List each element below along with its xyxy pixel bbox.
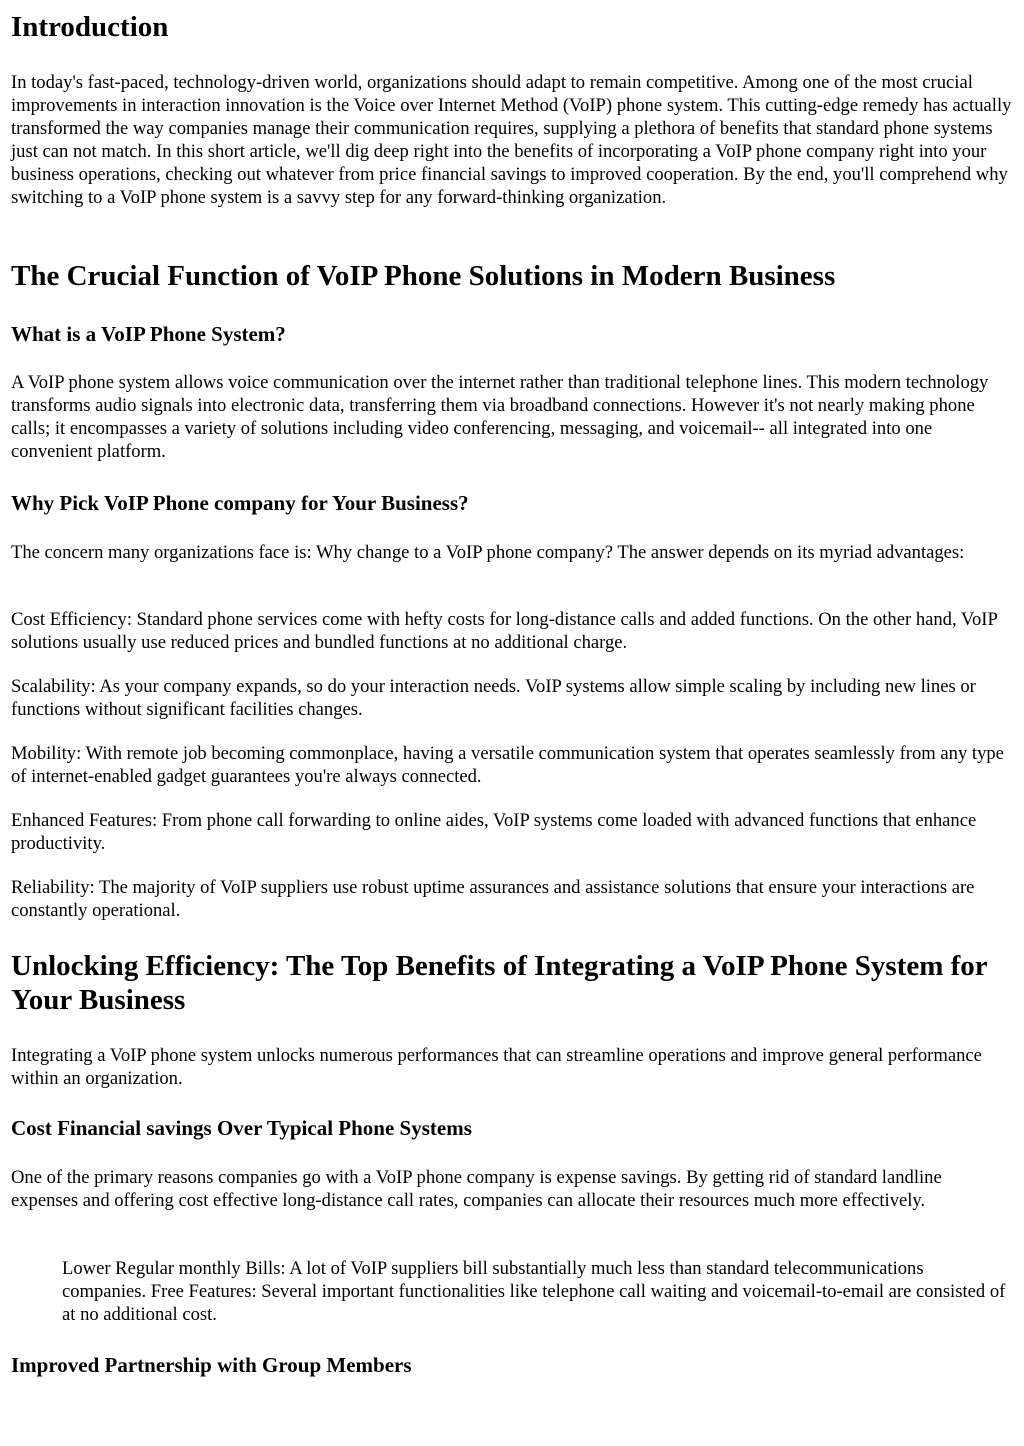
intro-paragraph: In today's fast-paced, technology-driven world, organizations should adapt to remain competitive. Among one of the most crucial improvements in interaction innovation is the Voice over Internet Method (VoIP) phone system. This cutting-edge remedy has actually transformed the way companies manage their communication requires, supplying a plethora of benefits that standard phone systems just can not match. In this short article, we'll dig deep right into the benefits of incorporating a VoIP phone company right into your business operations, checking out whatever from price financial savings to improved cooperation. By the end, you'll comprehend why switching to a VoIP phone system is a savvy step for any forward-thinking organization.: [11, 72, 1012, 208]
why-pick-paragraph: The concern many organizations face is: Why change to a VoIP phone company? The answer depends on its myriad advantages:: [11, 542, 965, 563]
improved-partnership-heading: Improved Partnership with Group Members: [11, 1353, 412, 1377]
mobility-paragraph: Mobility: With remote job becoming commonplace, having a versatile communication system that operates seamlessly from any type of internet-enabled gadget guarantees you're always connected.: [11, 743, 1004, 787]
reliability-paragraph: Reliability: The majority of VoIP suppliers use robust uptime assurances and assistance solutions that ensure your interactions are constantly operational.: [11, 877, 975, 921]
unlocking-efficiency-heading: Unlocking Efficiency: The Top Benefits of Integrating a VoIP Phone System for Your Business: [11, 950, 988, 1016]
what-is-voip-paragraph: A VoIP phone system allows voice communication over the internet rather than traditional telephone lines. This modern technology transforms audio signals into electronic data, transferring them via broadband connections. However it's not nearly making phone calls; it encompasses a variety of solutions including video conferencing, messaging, and voicemail-- all integrated into one convenient platform.: [11, 372, 989, 462]
crucial-function-heading: The Crucial Function of VoIP Phone Solutions in Modern Business: [11, 260, 836, 292]
cost-savings-paragraph: One of the primary reasons companies go with a VoIP phone company is expense savings. By getting rid of standard landline expenses and offering cost effective long-distance call rates, companies can allocate their resources much more effectively.: [11, 1167, 942, 1211]
cost-savings-heading: Cost Financial savings Over Typical Phone Systems: [11, 1116, 472, 1140]
lower-bills-blockquote: Lower Regular monthly Bills: A lot of VoIP suppliers bill substantially much less than standard telecommunications companies. Free Features: Several important functionalities like telephone call waiting and voicemail-to-email are consisted of at no additional cost.: [62, 1258, 1006, 1325]
scalability-paragraph: Scalability: As your company expands, so do your interaction needs. VoIP systems allow simple scaling by including new lines or functions without significant facilities changes.: [11, 676, 976, 720]
enhanced-features-paragraph: Enhanced Features: From phone call forwarding to online aides, VoIP systems come loaded with advanced functions that enhance productivity.: [11, 810, 977, 854]
intro-heading: Introduction: [11, 11, 169, 43]
unlocking-efficiency-paragraph: Integrating a VoIP phone system unlocks numerous performances that can streamline operations and improve general performance within an organization.: [11, 1045, 982, 1089]
cost-efficiency-paragraph: Cost Efficiency: Standard phone services come with hefty costs for long-distance calls and added functions. On the other hand, VoIP solutions usually use reduced prices and bundled functions at no additional charge.: [11, 609, 998, 653]
why-pick-heading: Why Pick VoIP Phone company for Your Business?: [11, 491, 469, 515]
what-is-voip-heading: What is a VoIP Phone System?: [11, 322, 286, 346]
